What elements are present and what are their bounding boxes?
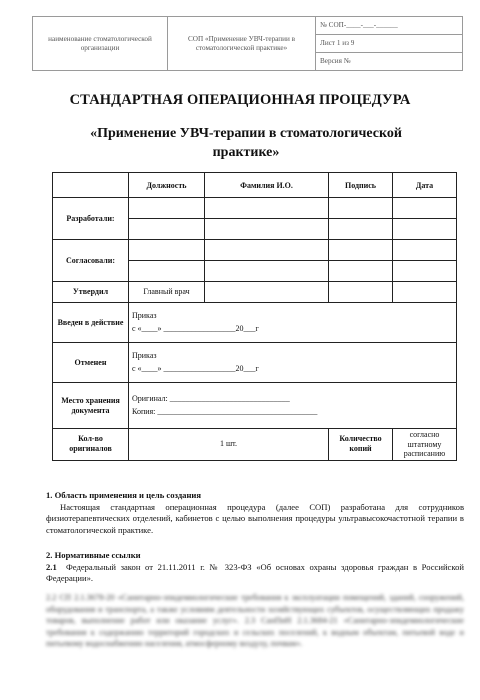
column-header-position: Должность (129, 173, 205, 198)
section-2-1-number: 2.1 (46, 561, 57, 572)
column-header-date: Дата (393, 173, 457, 198)
table-cell (129, 198, 205, 219)
table-cell (393, 240, 457, 261)
table-cell (393, 282, 457, 303)
originals-count-value: 1 шт. (129, 429, 329, 461)
copies-count-label: Количество копий (329, 429, 393, 461)
table-cell (205, 261, 329, 282)
section-1-text: Настоящая стандартная операционная процедура (далее СОП) разработана для сотрудников физиотерапевтических отделений, кабинетов с целью выполнения процедуры ультравысокочастотной терапии в стоматологической практике. (46, 501, 464, 535)
table-cell (129, 219, 205, 240)
header-empty-cell (53, 173, 129, 198)
order-date-line: с «____» __________________20___г (132, 363, 259, 373)
table-cell (205, 240, 329, 261)
row-label-storage: Место хранения документа (53, 383, 129, 429)
column-header-name: Фамилия И.О. (205, 173, 329, 198)
introduced-order-cell (129, 303, 457, 343)
table-cell (329, 240, 393, 261)
storage-cell (129, 383, 457, 429)
header-version: Версия № (316, 53, 463, 71)
section-2-title: 2. Нормативные ссылки (46, 550, 141, 560)
section-2 (46, 550, 464, 585)
row-label-agreed: Согласовали: (53, 240, 129, 282)
table-cell (129, 240, 205, 261)
row-label-originals-count: Кол-во оригиналов (53, 429, 129, 461)
column-header-signature: Подпись (329, 173, 393, 198)
table-cell (393, 219, 457, 240)
document-subtitle: «Применение УВЧ-терапии в стоматологической практике» (90, 126, 402, 160)
table-cell (329, 198, 393, 219)
table-cell (205, 219, 329, 240)
row-label-introduced: Введен в действие (53, 303, 129, 343)
approval-table (52, 172, 457, 461)
header-sop-number: № СОП-____-___-______ (316, 17, 463, 35)
table-cell (329, 282, 393, 303)
order-date-line: с «____» __________________20___г (132, 323, 259, 333)
row-label-approved: Утвердил (53, 282, 129, 303)
header-document-name: СОП «Применение УВЧ-терапии в стоматологической практике» (168, 17, 316, 71)
table-cell (329, 219, 393, 240)
document-header-stamp (32, 16, 463, 71)
table-cell (129, 261, 205, 282)
blurred-continuation-text: 2.2 СП 2.1.3678-20 «Санитарно-эпидемиологические требования к эксплуатации помещений, зданий, сооружений, оборудования и транспорта, а также условиям деятельности хозяйствующих субъектов, осуществляющих продажу товаров, выполнение работ или оказание услуг». 2.3 СанПиН 2.1.3684-21 «Санитарно-эпидемиологические требования к содержанию территорий городских и сельских поселений, к водным объектам, питьевой воде и питьевому водоснабжению населения, атмосферному воздуху, почвам». (46, 593, 464, 649)
document-title: СТАНДАРТНАЯ ОПЕРАЦИОННАЯ ПРОЦЕДУРА (69, 92, 411, 108)
header-organization: наименование стоматологической организации (33, 17, 168, 71)
row-label-cancelled: Отменен (53, 343, 129, 383)
row-label-developed: Разработали: (53, 198, 129, 240)
table-cell (329, 261, 393, 282)
approved-position-chief: Главный врач (129, 282, 205, 303)
section-2-1-text: Федеральный закон от 21.11.2011 г. № 323-ФЗ «Об основах охраны здоровья граждан в Российской Федерации». (46, 561, 464, 584)
table-cell (205, 282, 329, 303)
copies-count-value: согласно штатному расписанию (393, 429, 457, 461)
original-line: Оригинал: ______________________________ (132, 393, 290, 403)
order-label: Приказ (132, 350, 157, 360)
table-cell (393, 261, 457, 282)
table-cell (393, 198, 457, 219)
table-cell (205, 198, 329, 219)
copy-line: Копия: ________________________________________ (132, 406, 318, 416)
section-2-1 (46, 562, 464, 585)
header-sheet: Лист 1 из 9 (316, 35, 463, 53)
section-1-title: 1. Область применения и цель создания (46, 490, 202, 500)
cancelled-order-cell (129, 343, 457, 383)
section-1 (46, 490, 464, 536)
order-label: Приказ (132, 310, 157, 320)
